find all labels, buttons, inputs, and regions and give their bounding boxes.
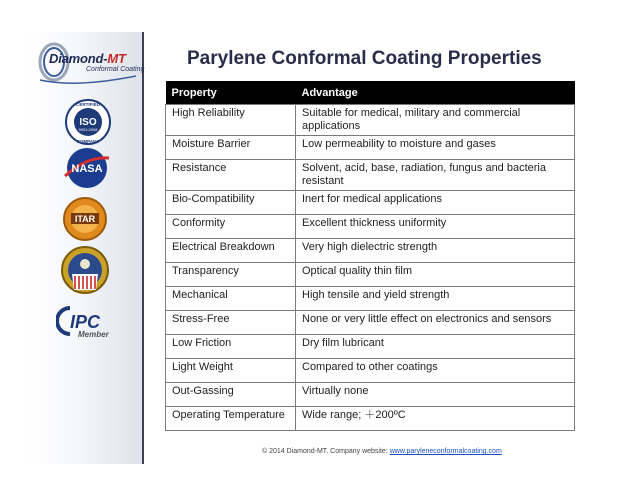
itar-text: ITAR [74, 214, 96, 224]
property-cell: Mechanical [166, 287, 296, 311]
logo-tagline: Conformal Coating [86, 66, 145, 73]
defense-logistics-agency-seal-icon [60, 244, 110, 296]
advantage-cell: High tensile and yield strength [296, 287, 575, 311]
ipc-text: IPC [70, 312, 101, 332]
property-cell: Electrical Breakdown [166, 239, 296, 263]
property-cell: Moisture Barrier [166, 136, 296, 160]
advantage-cell: Low permeability to moisture and gases [296, 136, 575, 160]
property-cell: Transparency [166, 263, 296, 287]
table-row [166, 215, 575, 239]
nasa-meatball-icon [62, 146, 112, 190]
iso-number-text: 9001:2008 [78, 127, 98, 132]
table-row [166, 383, 575, 407]
logo-wordmark: Diamond-MT [49, 51, 126, 66]
property-cell: Conformity [166, 215, 296, 239]
advantage-cell: Very high dielectric strength [296, 239, 575, 263]
footer-copyright: © 2014 Diamond-MT. Company website: [262, 448, 388, 455]
iso-certified-badge-icon [64, 98, 112, 146]
property-cell: Stress-Free [166, 311, 296, 335]
table-header-row [166, 81, 575, 105]
advantage-cell: Virtually none [296, 383, 575, 407]
itar-registered-badge-icon [62, 196, 108, 242]
advantage-cell: Solvent, acid, base, radiation, fungus and bacteria resistant [296, 160, 575, 191]
website-link[interactable]: www.paryleneconformalcoating.com [389, 448, 502, 455]
property-cell: High Reliability [166, 105, 296, 136]
property-cell: Out-Gassing [166, 383, 296, 407]
table-row [166, 136, 575, 160]
nasa-text: NASA [71, 163, 103, 175]
property-cell: Light Weight [166, 359, 296, 383]
property-cell: Operating Temperature [166, 407, 296, 431]
header-property: Property [166, 81, 296, 105]
advantage-cell: Optical quality thin film [296, 263, 575, 287]
property-cell: Bio-Compatibility [166, 191, 296, 215]
table-row [166, 263, 575, 287]
table-row [166, 239, 575, 263]
advantage-cell: Suitable for medical, military and commercial applications [296, 105, 575, 136]
table-row [166, 191, 575, 215]
advantage-cell: Excellent thickness uniformity [296, 215, 575, 239]
table-row [166, 407, 575, 431]
table-row [166, 287, 575, 311]
property-cell: Resistance [166, 160, 296, 191]
page-title: Parylene Conformal Coating Properties [187, 48, 542, 69]
properties-table [165, 81, 575, 431]
table-row [166, 359, 575, 383]
advantage-cell: Dry film lubricant [296, 335, 575, 359]
table-row [166, 105, 575, 136]
property-cell: Low Friction [166, 335, 296, 359]
header-advantage: Advantage [296, 81, 575, 105]
advantage-cell: Inert for medical applications [296, 191, 575, 215]
table-row [166, 160, 575, 191]
table-row [166, 335, 575, 359]
sidebar-divider [142, 32, 144, 464]
iso-center-text: ISO [79, 117, 97, 128]
iso-bottom-text: COMPANY [76, 139, 100, 144]
iso-top-text: CERTIFIED [76, 102, 100, 107]
advantage-cell: Wide range; ＋200ºC [296, 407, 575, 431]
ipc-member-label: Member [78, 330, 109, 339]
advantage-cell: None or very little effect on electronics and sensors [296, 311, 575, 335]
advantage-cell: Compared to other coatings [296, 359, 575, 383]
table-row [166, 311, 575, 335]
